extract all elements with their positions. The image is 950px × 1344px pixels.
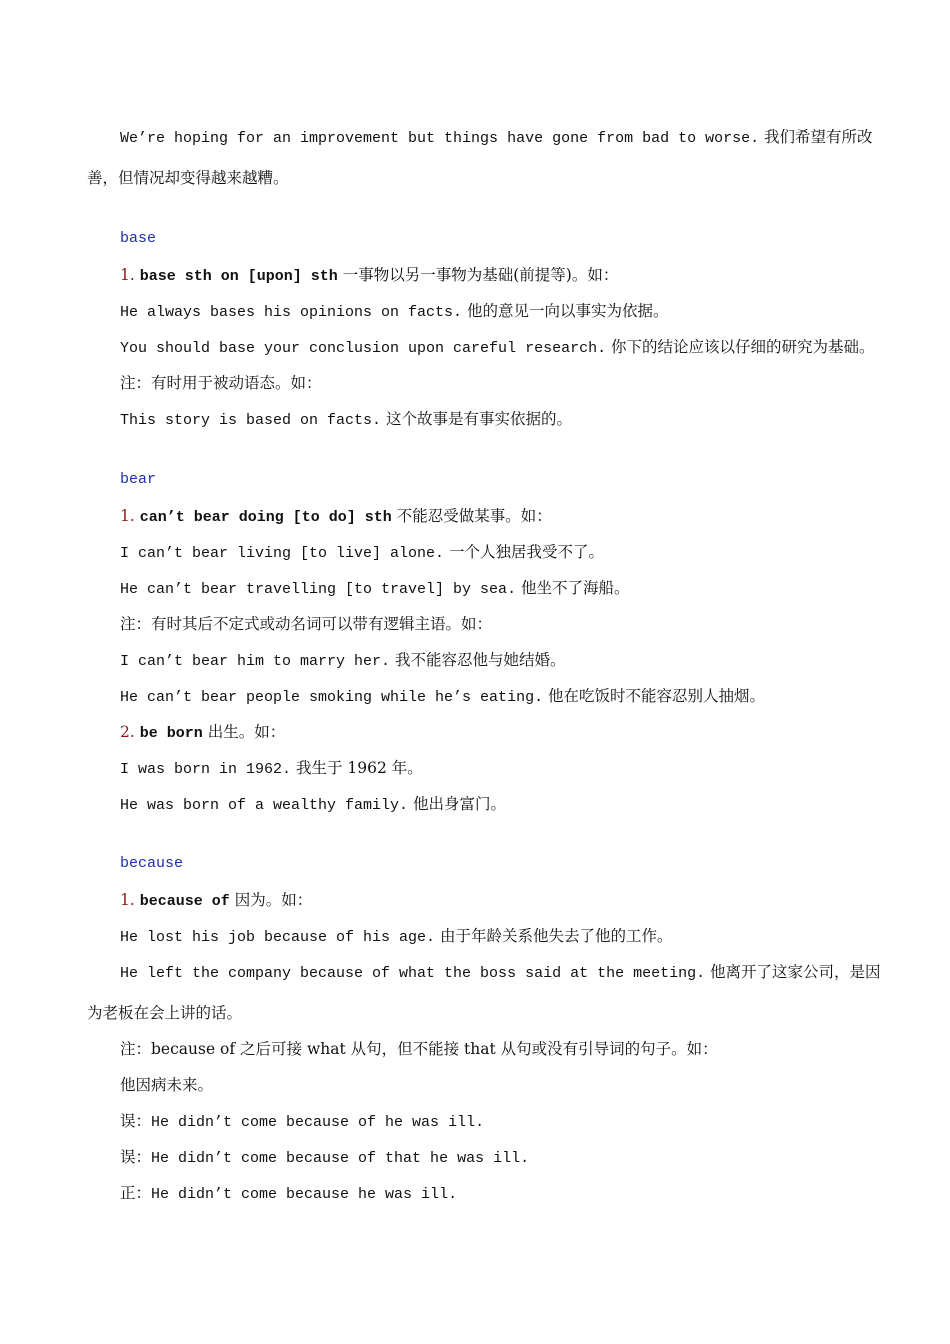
base-sense-1 bbox=[120, 264, 618, 288]
base-example-3 bbox=[120, 408, 572, 432]
base-example-1 bbox=[120, 300, 669, 324]
example-english: He can’t bear travelling [to travel] by sea. bbox=[120, 581, 517, 598]
intro-line-1 bbox=[120, 126, 873, 150]
example-chinese: 我生于 1962 年。 bbox=[295, 759, 423, 777]
intro-line-2 bbox=[87, 167, 289, 189]
example-chinese: 他坐不了海船。 bbox=[521, 579, 630, 597]
example-chinese: 他出身富门。 bbox=[412, 795, 506, 813]
example-chinese: 他离开了这家公司，是因 bbox=[710, 963, 881, 981]
heading-because: because bbox=[120, 855, 184, 872]
example-chinese: 这个故事是有事实依据的。 bbox=[385, 410, 572, 428]
sense-keyword: base sth on [upon] sth bbox=[139, 268, 338, 285]
example-english: He lost his job because of his age. bbox=[120, 929, 436, 946]
example-english: He left the company because of what the boss said at the meeting. bbox=[120, 965, 706, 982]
intro-chinese-1: 我们希望有所改 bbox=[764, 128, 873, 146]
right-tag: 正： bbox=[120, 1184, 152, 1202]
example-chinese: 我不能容忍他与她结婚。 bbox=[394, 651, 566, 669]
example-english: He always bases his opinions on facts. bbox=[120, 304, 463, 321]
bear-example-4 bbox=[120, 685, 765, 709]
sense-keyword: be born bbox=[139, 725, 203, 742]
because-wrong-1 bbox=[120, 1110, 484, 1134]
sense-number: 1. bbox=[120, 507, 135, 525]
base-example-2 bbox=[120, 336, 875, 360]
sense-number: 1. bbox=[120, 891, 135, 909]
example-english: He was born of a wealthy family. bbox=[120, 797, 409, 814]
because-example-2-cont: 为老板在会上讲的话。 bbox=[87, 1004, 243, 1022]
sense-definition: 一事物以另一事物为基础(前提等)。如： bbox=[342, 266, 619, 284]
wrong-sentence: He didn’t come because of that he was ill. bbox=[151, 1150, 530, 1167]
because-example-1 bbox=[120, 925, 673, 949]
sense-definition: 因为。如： bbox=[234, 891, 313, 909]
bear-example-2 bbox=[120, 577, 630, 601]
sense-number: 2. bbox=[120, 723, 135, 741]
example-chinese: 由于年龄关系他失去了他的工作。 bbox=[440, 927, 673, 945]
bear-example-6 bbox=[120, 793, 506, 817]
example-english: I can’t bear living [to live] alone. bbox=[120, 545, 445, 562]
example-english: You should base your conclusion upon careful research. bbox=[120, 340, 607, 357]
because-sense-1 bbox=[120, 889, 312, 913]
wrong-sentence: He didn’t come because of he was ill. bbox=[151, 1114, 485, 1131]
heading-bear: bear bbox=[120, 471, 157, 488]
example-english: I was born in 1962. bbox=[120, 761, 292, 778]
sense-definition: 不能忍受做某事。如： bbox=[396, 507, 552, 525]
bear-example-5 bbox=[120, 757, 423, 781]
wrong-tag: 误： bbox=[120, 1148, 152, 1166]
example-chinese: 他的意见一向以事实为依据。 bbox=[467, 302, 669, 320]
because-note: 注：because of 之后可接 what 从句，但不能接 that 从句或没有引导词的句子。如： bbox=[120, 1040, 718, 1058]
example-english: I can’t bear him to marry her. bbox=[120, 653, 391, 670]
bear-example-1 bbox=[120, 541, 604, 565]
right-sentence: He didn’t come because he was ill. bbox=[151, 1186, 458, 1203]
bear-sense-1 bbox=[120, 505, 552, 529]
sense-number: 1. bbox=[120, 266, 135, 284]
wrong-tag: 误： bbox=[120, 1112, 152, 1130]
intro-chinese-2: 善，但情况却变得越来越糟。 bbox=[87, 169, 289, 187]
example-chinese: 他在吃饭时不能容忍别人抽烟。 bbox=[548, 687, 766, 705]
heading-base: base bbox=[120, 230, 157, 247]
bear-note: 注：有时其后不定式或动名词可以带有逻辑主语。如： bbox=[120, 615, 493, 633]
example-english: He can’t bear people smoking while he’s eating. bbox=[120, 689, 544, 706]
because-example-2 bbox=[120, 961, 881, 985]
because-wrong-2 bbox=[120, 1146, 529, 1170]
sense-keyword: can’t bear doing [to do] sth bbox=[139, 509, 392, 526]
bear-sense-2 bbox=[120, 721, 285, 745]
sense-keyword: because of bbox=[139, 893, 230, 910]
sense-definition: 出生。如： bbox=[207, 723, 286, 741]
because-example-3: 他因病未来。 bbox=[120, 1076, 214, 1094]
base-note: 注：有时用于被动语态。如： bbox=[120, 374, 322, 392]
bear-example-3 bbox=[120, 649, 566, 673]
example-chinese: 一个人独居我受不了。 bbox=[449, 543, 605, 561]
example-english: This story is based on facts. bbox=[120, 412, 382, 429]
because-right bbox=[120, 1182, 457, 1206]
example-chinese: 你下的结论应该以仔细的研究为基础。 bbox=[611, 338, 875, 356]
intro-english: We’re hoping for an improvement but things have gone from bad to worse. bbox=[120, 130, 760, 147]
